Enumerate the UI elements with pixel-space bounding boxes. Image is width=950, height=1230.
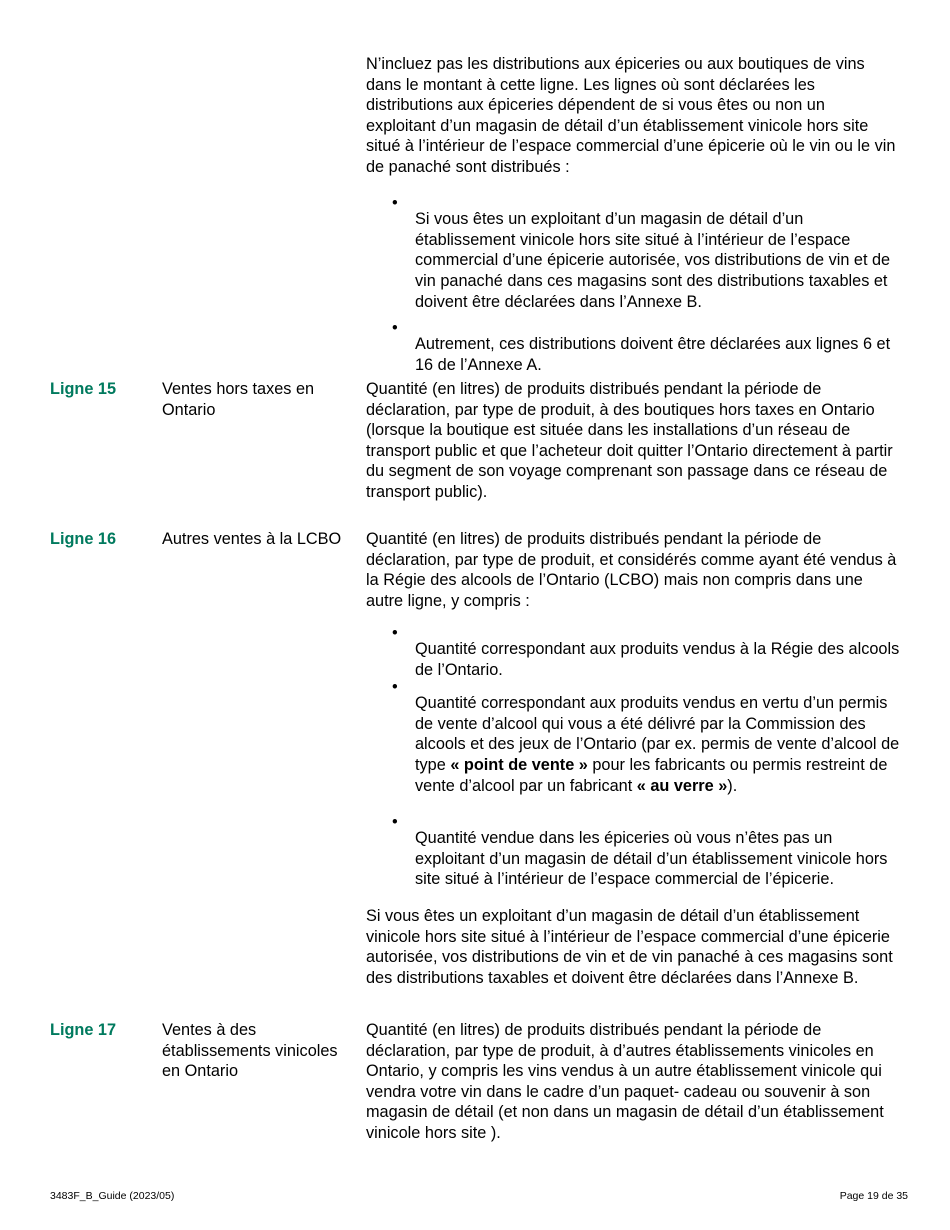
bullet-2-text-e: ). <box>727 776 738 795</box>
bullet-marker: • <box>392 319 398 337</box>
line-16-bullet-2 <box>415 693 900 796</box>
footer-page-number: Page 19 de 35 <box>839 1190 908 1202</box>
line-16-description: Quantité (en litres) de produits distribués pendant la période de déclaration, par type de produit, et considérés comme ayant été vendus à la Régie des alcools de l’Ontario (LCBO) mais non compris dans une autre ligne, y compris : <box>366 530 897 610</box>
bullet-2-bold-au-verre: « au verre » <box>636 776 728 795</box>
bullet-marker: • <box>392 813 398 831</box>
line-16-bullet-1: Quantité correspondant aux produits vendus à la Régie des alcools de l’Ontario. <box>415 640 900 679</box>
line-15-title: Ventes hors taxes en Ontario <box>162 380 315 419</box>
line-16-closing-paragraph: Si vous êtes un exploitant d’un magasin de détail d’un établissement vinicole hors site situé à l’intérieur de l’espace commercial d’une épicerie autorisée, vos distributions de vin et de vin panaché à ces magasins sont des distributions taxables et doivent être déclarées dans l’Annexe B. <box>366 907 893 987</box>
line-15-label: Ligne 15 <box>50 380 117 398</box>
line-17-label: Ligne 17 <box>50 1021 117 1039</box>
intro-bullet-2: Autrement, ces distributions doivent être déclarées aux lignes 6 et 16 de l’Annexe A. <box>415 335 891 374</box>
line-16-title: Autres ventes à la LCBO <box>162 530 342 548</box>
line-16-bullet-3: Quantité vendue dans les épiceries où vous n’êtes pas un exploitant d’un magasin de détail d’un établissement vinicole hors site situé à l’intérieur de l’espace commercial de l’épicerie. <box>415 829 888 889</box>
line-16-label: Ligne 16 <box>50 530 117 548</box>
line-17-description: Quantité (en litres) de produits distribués pendant la période de déclaration, par type de produit, à d’autres établissements vinicoles en Ontario, y compris les vins vendus à un autre établissement vinicole qui vendra votre vin dans le cadre d’un paquet- cadeau ou souvenir à son magasin de détail (et non dans un magasin de détail d’un établissement vinicole hors site ). <box>366 1021 884 1142</box>
bullet-2-bold-point-de-vente: « point de vente » <box>450 756 588 775</box>
bullet-marker: • <box>392 678 398 696</box>
footer-form-id: 3483F_B_Guide (2023/05) <box>50 1190 175 1202</box>
bullet-2-text-c: pour les fabricants ou permis restreint de vente d’alcool par un fabricant <box>415 756 888 795</box>
line-15-description: Quantité (en litres) de produits distribués pendant la période de déclaration, par type de produit, à des boutiques hors taxes en Ontario (lorsque la boutique est située dans les installations d’un réseau de transport public et que l’acheteur doit quitter l’Ontario directement à partir du segment de son voyage comprenant son passage dans ce réseau de transport public). <box>366 380 893 501</box>
line-17-title: Ventes à des établissements vinicoles en Ontario <box>162 1021 338 1081</box>
bullet-2-text-a: Quantité correspondant aux produits vendus en vertu d’un permis de vente d’alcool qui vous a été délivré par la Commission des alcools et des jeux de l’Ontario (par ex. permis de vente d’alcool de type <box>415 694 900 775</box>
intro-bullet-1: Si vous êtes un exploitant d’un magasin de détail d’un établissement vinicole hors site situé à l’intérieur de l’espace commercial d’une épicerie autorisée, vos distributions de vin et de vin panaché dans ces magasins sont des distributions taxables et doivent être déclarées dans l’Annexe B. <box>415 210 891 311</box>
bullet-marker: • <box>392 194 398 212</box>
bullet-marker: • <box>392 624 398 642</box>
intro-paragraph: N’incluez pas les distributions aux épiceries ou aux boutiques de vins dans le montant à cette ligne. Les lignes où sont déclarées les distributions aux épiceries dépendent de si vous êtes ou non un exploitant d’un magasin de détail d’un établissement vinicole hors site situé à l’intérieur de l’espace commercial d’une épicerie où le vin ou le vin de panaché sont distribués : <box>366 55 896 176</box>
